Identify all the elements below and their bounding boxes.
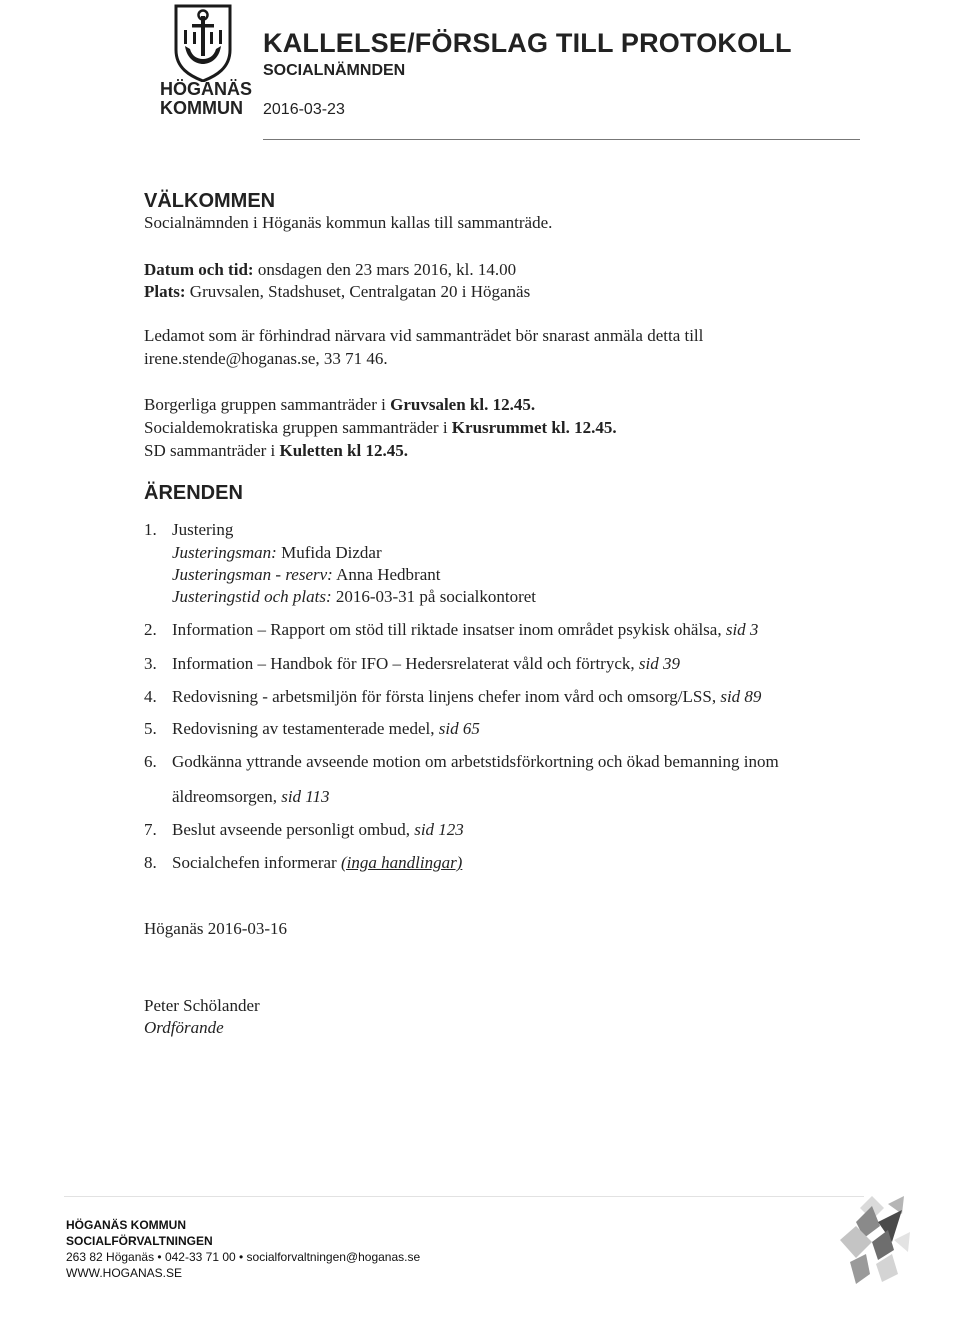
- item-text: Information – Handbok för IFO – Hedersrelaterat våld och förtryck,: [172, 654, 639, 673]
- group-room: Kuletten kl 12.45.: [279, 441, 408, 460]
- agenda-item-7: [144, 820, 464, 840]
- item-number: 7.: [144, 820, 157, 839]
- item-number: 6.: [144, 752, 157, 771]
- agenda-item-4: [144, 687, 761, 707]
- item-text: äldreomsorgen,: [172, 787, 282, 806]
- welcome-heading: VÄLKOMMEN: [144, 190, 276, 212]
- document-subtitle: SOCIALNÄMNDEN: [263, 62, 406, 79]
- justerare-name: Mufida Dizdar: [281, 543, 382, 562]
- signature-role: Ordförande: [144, 1018, 224, 1037]
- group-room: Krusrummet kl. 12.45.: [451, 418, 617, 437]
- justerare-reserv-line: [172, 565, 440, 585]
- datum-line: [144, 260, 516, 280]
- signature-name: Peter Schölander: [144, 996, 260, 1015]
- tid-value: 2016-03-31 på socialkontoret: [335, 587, 537, 606]
- logo-line-2: KOMMUN: [160, 98, 243, 118]
- footer-contact: 263 82 Höganäs • 042-33 71 00 • socialforvaltningen@hoganas.se: [66, 1250, 421, 1264]
- group-meeting-socialdemokratiska: [144, 418, 617, 438]
- reserv-name: Anna Hedbrant: [336, 565, 441, 584]
- item-number: 8.: [144, 853, 157, 872]
- item-text: Justering: [172, 520, 234, 539]
- page-reference: (inga handlingar): [340, 853, 463, 872]
- footer-diamond-pattern-graphic: [832, 1192, 914, 1288]
- page-reference: sid 39: [638, 654, 680, 673]
- page-reference: sid 3: [725, 620, 759, 639]
- absent-notice-line-2: irene.stende@hoganas.se, 33 71 46.: [144, 349, 388, 368]
- group-text: Socialdemokratiska gruppen sammanträder i: [144, 418, 452, 437]
- item-text: Beslut avseende personligt ombud,: [172, 820, 415, 839]
- page-reference: sid 65: [438, 719, 480, 738]
- page-reference: sid 123: [414, 820, 464, 839]
- group-meeting-sd: [144, 441, 408, 461]
- header-divider: [263, 139, 860, 140]
- footer-org: HÖGANÄS KOMMUN: [66, 1218, 186, 1232]
- agenda-item-6: [144, 752, 779, 772]
- signature-place-date: Höganäs 2016-03-16: [144, 919, 288, 938]
- absent-notice-line-1: Ledamot som är förhindrad närvara vid sammanträdet bör snarast anmäla detta till: [144, 326, 704, 345]
- group-text: SD sammanträder i: [144, 441, 280, 460]
- footer-divider: [64, 1196, 864, 1197]
- item-number: 4.: [144, 687, 157, 706]
- group-text: Borgerliga gruppen sammanträder i: [144, 395, 391, 414]
- datum-value: onsdagen den 23 mars 2016, kl. 14.00: [257, 260, 517, 279]
- item-text: Socialchefen informerar: [172, 853, 341, 872]
- footer-web: WWW.HOGANAS.SE: [66, 1266, 183, 1280]
- hoganas-coat-of-arms-logo: [172, 4, 234, 82]
- logo-line-1: HÖGANÄS: [160, 79, 253, 99]
- justering-tid-line: [172, 587, 536, 607]
- item-text: Godkänna yttrande avseende motion om arbetstidsförkortning och ökad bemanning inom: [172, 752, 779, 771]
- item-text: Redovisning - arbetsmiljön för första linjens chefer inom vård och omsorg/LSS,: [172, 687, 721, 706]
- item-number: 5.: [144, 719, 157, 738]
- footer-dept: SOCIALFÖRVALTNINGEN: [66, 1234, 213, 1248]
- group-meeting-borgerliga: [144, 395, 535, 415]
- agenda-item-8: [144, 853, 462, 873]
- intro-text: Socialnämnden i Höganäs kommun kallas till sammanträde.: [144, 213, 553, 232]
- plats-value: Gruvsalen, Stadshuset, Centralgatan 20 i Höganäs: [189, 282, 531, 301]
- item-text: Information – Rapport om stöd till riktade insatser inom området psykisk ohälsa,: [172, 620, 726, 639]
- agenda-item-6-continued: [172, 787, 330, 807]
- agenda-item-2: [144, 620, 758, 640]
- page-reference: sid 113: [281, 787, 330, 806]
- reserv-label: Justeringsman - reserv:: [172, 565, 333, 584]
- tid-label: Justeringstid och plats:: [172, 587, 332, 606]
- plats-label: Plats:: [144, 282, 186, 301]
- arenden-heading: ÄRENDEN: [144, 482, 243, 504]
- logo-wordmark: [160, 80, 252, 118]
- agenda-item-5: [144, 719, 480, 739]
- group-room: Gruvsalen kl. 12.45.: [390, 395, 536, 414]
- plats-line: [144, 282, 530, 302]
- item-number: 1.: [144, 520, 157, 539]
- justerare-label: Justeringsman:: [172, 543, 277, 562]
- agenda-item-3: [144, 654, 680, 674]
- datum-label: Datum och tid:: [144, 260, 254, 279]
- agenda-item-1: [144, 520, 233, 540]
- document-date: 2016-03-23: [263, 101, 345, 118]
- item-number: 2.: [144, 620, 157, 639]
- item-text: Redovisning av testamenterade medel,: [172, 719, 439, 738]
- document-title: KALLELSE/FÖRSLAG TILL PROTOKOLL: [263, 28, 792, 58]
- justerare-line: [172, 543, 382, 563]
- item-number: 3.: [144, 654, 157, 673]
- page-reference: sid 89: [720, 687, 762, 706]
